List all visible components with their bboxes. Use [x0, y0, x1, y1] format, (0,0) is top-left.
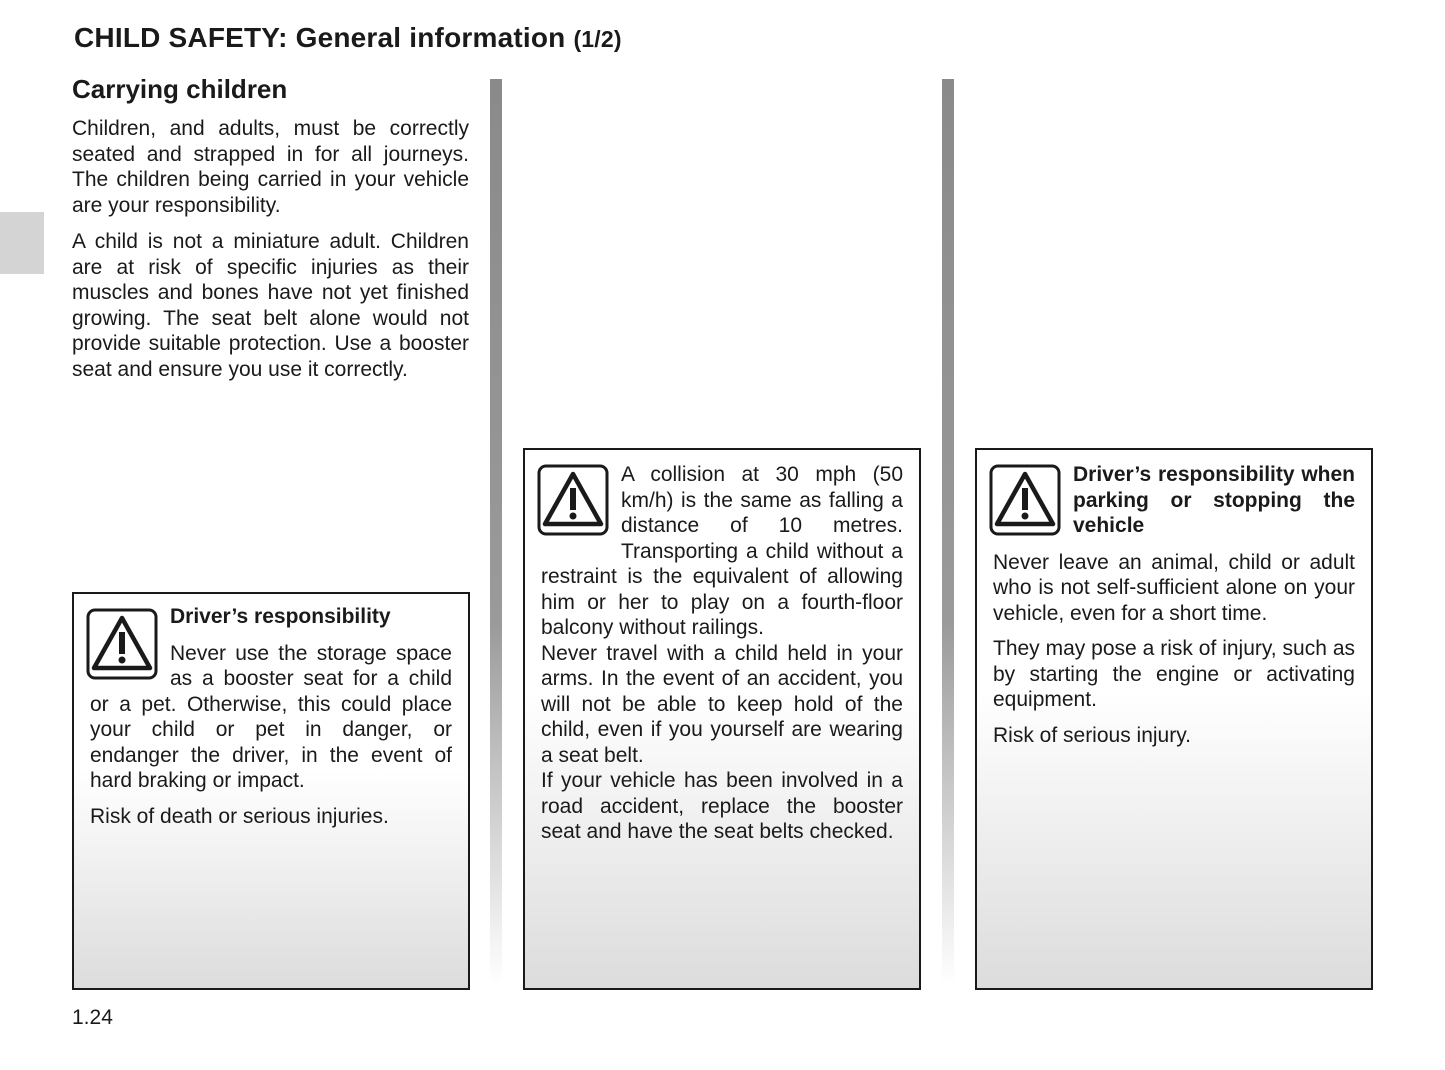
warning-heading: Driver’s responsibility when parking or stopping the vehicle [1073, 463, 1355, 537]
section-heading: Carrying children [72, 74, 288, 104]
warning-paragraph: Never use the storage space as a booster seat for a child or a pet. Otherwise, this could place your child or pet in danger, or endanger the driver, in the event of hard braking or impact. [90, 641, 452, 792]
warning-box-drivers-responsibility [72, 592, 470, 990]
column-divider [942, 79, 954, 984]
chapter-tab [0, 212, 44, 274]
section-body [72, 116, 469, 393]
warning-triangle-icon [86, 608, 158, 680]
page-number: 1.24 [72, 1006, 113, 1029]
page-title-text: CHILD SAFETY: General information [74, 22, 566, 53]
warning-paragraph: They may pose a risk of injury, such as by starting the engine or activating equipment. [993, 637, 1355, 711]
warning-box-collision [523, 448, 921, 990]
warning-paragraph: Never leave an animal, child or adult who is not self-sufficient alone on your vehicle, even for a short time. [993, 550, 1355, 625]
page-title-part: (1/2) [573, 26, 622, 52]
body-paragraph: Children, and adults, must be correctly seated and strapped in for all journeys. The children being carried in your vehicle are your responsibility. [72, 117, 469, 217]
warning-heading: Driver’s responsibility [170, 605, 391, 628]
body-paragraph: A child is not a miniature adult. Children are at risk of specific injuries as their muscles and bones have not yet finished growing. The seat belt alone would not provide suitable protection. Use a booster seat and ensure you use it correctly. [72, 230, 469, 381]
warning-paragraph: If your vehicle has been involved in a road accident, replace the booster seat and have the seat belts checked. [541, 769, 903, 843]
warning-box-parking [975, 448, 1373, 990]
warning-triangle-icon [989, 464, 1061, 536]
warning-paragraph: Risk of serious injury. [993, 723, 1192, 747]
warning-paragraph: Never travel with a child held in your arms. In the event of an accident, you will not be able to keep hold of the child, even if you yourself are wearing a seat belt. [541, 641, 903, 767]
page-title [74, 22, 622, 54]
column-divider [490, 79, 502, 984]
warning-paragraph: A collision at 30 mph (50 km/h) is the same as falling a distance of 10 metres. Transporting a child without a restraint is the equivalent of allowing him or her to play on a fourth-floor balcony without railings. [541, 463, 903, 639]
warning-paragraph: Risk of death or serious injuries. [90, 804, 389, 828]
warning-triangle-icon [537, 464, 609, 536]
